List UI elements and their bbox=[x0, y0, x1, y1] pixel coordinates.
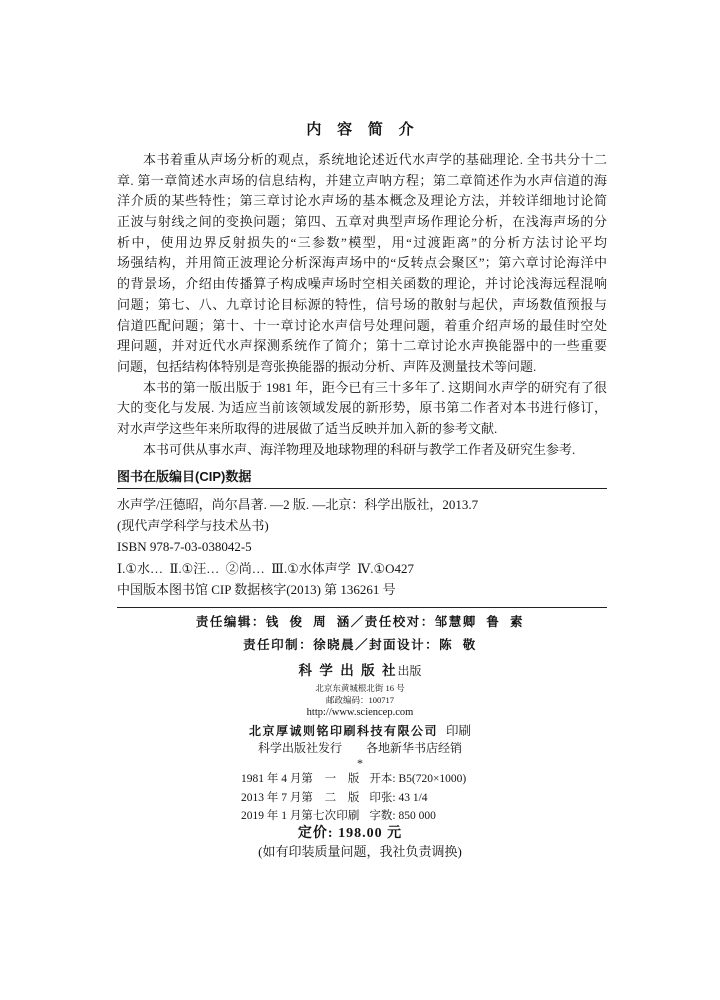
intro-paragraph bbox=[117, 440, 607, 461]
text-line: 场强结构，并用简正波理论分析深海声场中的“反转点会聚区”；第六章讨论海洋中 bbox=[117, 255, 607, 271]
distribution-issuer: 科学出版社发行 bbox=[257, 741, 342, 755]
cip-line: ISBN 978-7-03-038042-5 bbox=[117, 539, 252, 555]
text-line: 本书可供从事水声、海洋物理及地球物理的科研与教学工作者及研究生参考. bbox=[143, 441, 576, 457]
text-line: 理问题，并对近代水声探测系统作了简介；第十二章讨论水声换能器中的一些重要 bbox=[117, 338, 607, 354]
printing-edition: 第七次印刷 bbox=[301, 810, 360, 822]
printing-history-row bbox=[241, 807, 466, 826]
text-line: 本书着重从声场分析的观点，系统地论述近代水声学的基础理论. 全书共分十二 bbox=[143, 152, 607, 167]
printing-history-row bbox=[241, 789, 466, 808]
publisher-logo: 科 学 出 版 社 bbox=[298, 663, 398, 678]
printing-edition: 第 一 版 bbox=[301, 773, 360, 785]
editors-credit: 责任编辑：钱 俊 周 涵／责任校对：邹慧卿 鲁 素 bbox=[195, 615, 525, 629]
cip-line: 中国版本图书馆 CIP 数据核字(2013) 第 136261 号 bbox=[117, 581, 396, 597]
intro-paragraph bbox=[117, 150, 607, 378]
cip-top-rule bbox=[117, 488, 607, 489]
cip-bottom-rule bbox=[117, 607, 607, 608]
distribution-seller: 各地新华书店经销 bbox=[366, 741, 463, 755]
printer-name: 北京厚诚则铭印刷科技有限公司 bbox=[248, 724, 438, 738]
intro-title: 内 容 简 介 bbox=[306, 122, 420, 138]
text-line: 大的变化与发展. 为适应当前该领域发展的新形势，原书第二作者对本书进行修订， bbox=[117, 400, 607, 416]
printing-date: 2019 年 1 月 bbox=[241, 810, 302, 822]
text-line: 析中，使用边界反射损失的“三参数”模型，用“过渡距离”的分析方法讨论平均 bbox=[117, 234, 607, 250]
printing-date: 1981 年 4 月 bbox=[241, 773, 302, 785]
text-line: 问题；第七、八、九章讨论目标源的特性，信号场的散射与起伏，声场数值预报与 bbox=[117, 296, 607, 312]
text-line: 的背景场，介绍由传播算子构成噪声场时空相关函数的理论，并讨论浅海远程混响 bbox=[117, 276, 607, 292]
publisher-postcode: 邮政编码：100717 bbox=[325, 694, 394, 705]
price: 定价: 198.00 元 bbox=[297, 826, 403, 841]
printing-history bbox=[241, 770, 466, 826]
publisher-website: http://www.sciencep.com bbox=[306, 707, 414, 718]
printing-spec: 印张: 43 1/4 bbox=[369, 791, 428, 804]
intro-body bbox=[117, 150, 607, 460]
printer-line bbox=[0, 722, 720, 740]
text-line: 信道匹配问题；第十、十一章讨论水声信号处理问题，着重介绍声场的最佳时空处 bbox=[117, 317, 607, 333]
cip-record bbox=[117, 494, 607, 600]
publisher-address: 北京东黄城根北街 16 号 bbox=[315, 683, 405, 693]
text-line: 洋介质的某些特性；第三章讨论水声场的基本概念及理论方法，并较详细地讨论简 bbox=[117, 193, 607, 209]
separator-star: * bbox=[357, 756, 363, 770]
text-line: 对水声学这些年来所取得的进展做了适当反映并加入新的参考文献. bbox=[117, 420, 498, 436]
cip-heading: 图书在版编目(CIP)数据 bbox=[117, 469, 252, 484]
quality-notice: (如有印装质量问题，我社负责调换) bbox=[258, 844, 462, 859]
text-line: 本书的第一版出版于 1981 年，距今已有三十多年了. 这期间水声学的研究有了很 bbox=[143, 379, 607, 395]
text-line: 问题，包括结构体特别是弯张换能器的振动分析、声阵及测量技术等问题. bbox=[117, 358, 537, 374]
cip-line: 水声学/汪德昭，尚尔昌著. —2 版. —北京：科学出版社，2013.7 bbox=[117, 497, 479, 512]
printing-history-row bbox=[241, 770, 466, 789]
cip-line: Ⅰ.①水… Ⅱ.①汪… ②尚… Ⅲ.①水体声学 Ⅳ.①O427 bbox=[117, 560, 415, 576]
printing-edition: 第 二 版 bbox=[301, 791, 360, 804]
publisher-line bbox=[0, 662, 720, 680]
printing-spec: 开本: B5(720×1000) bbox=[369, 773, 467, 785]
cip-line: (现代声学科学与技术丛书) bbox=[117, 518, 269, 534]
printing-date: 2013 年 7 月 bbox=[241, 791, 302, 804]
production-credit: 责任印制：徐晓晨／封面设计：陈 敬 bbox=[243, 638, 477, 652]
text-line: 章. 第一章简述水声场的信息结构，并建立声呐方程；第二章简述作为水声信道的海 bbox=[117, 172, 607, 188]
printer-action: 印刷 bbox=[446, 724, 472, 738]
printing-spec: 字数: 850 000 bbox=[369, 810, 436, 822]
text-line: 正波与射线之间的变换问题；第四、五章对典型声场作理论分析，在浅海声场的分 bbox=[117, 214, 607, 230]
publisher-action: 出版 bbox=[397, 664, 422, 678]
intro-paragraph bbox=[117, 378, 607, 440]
